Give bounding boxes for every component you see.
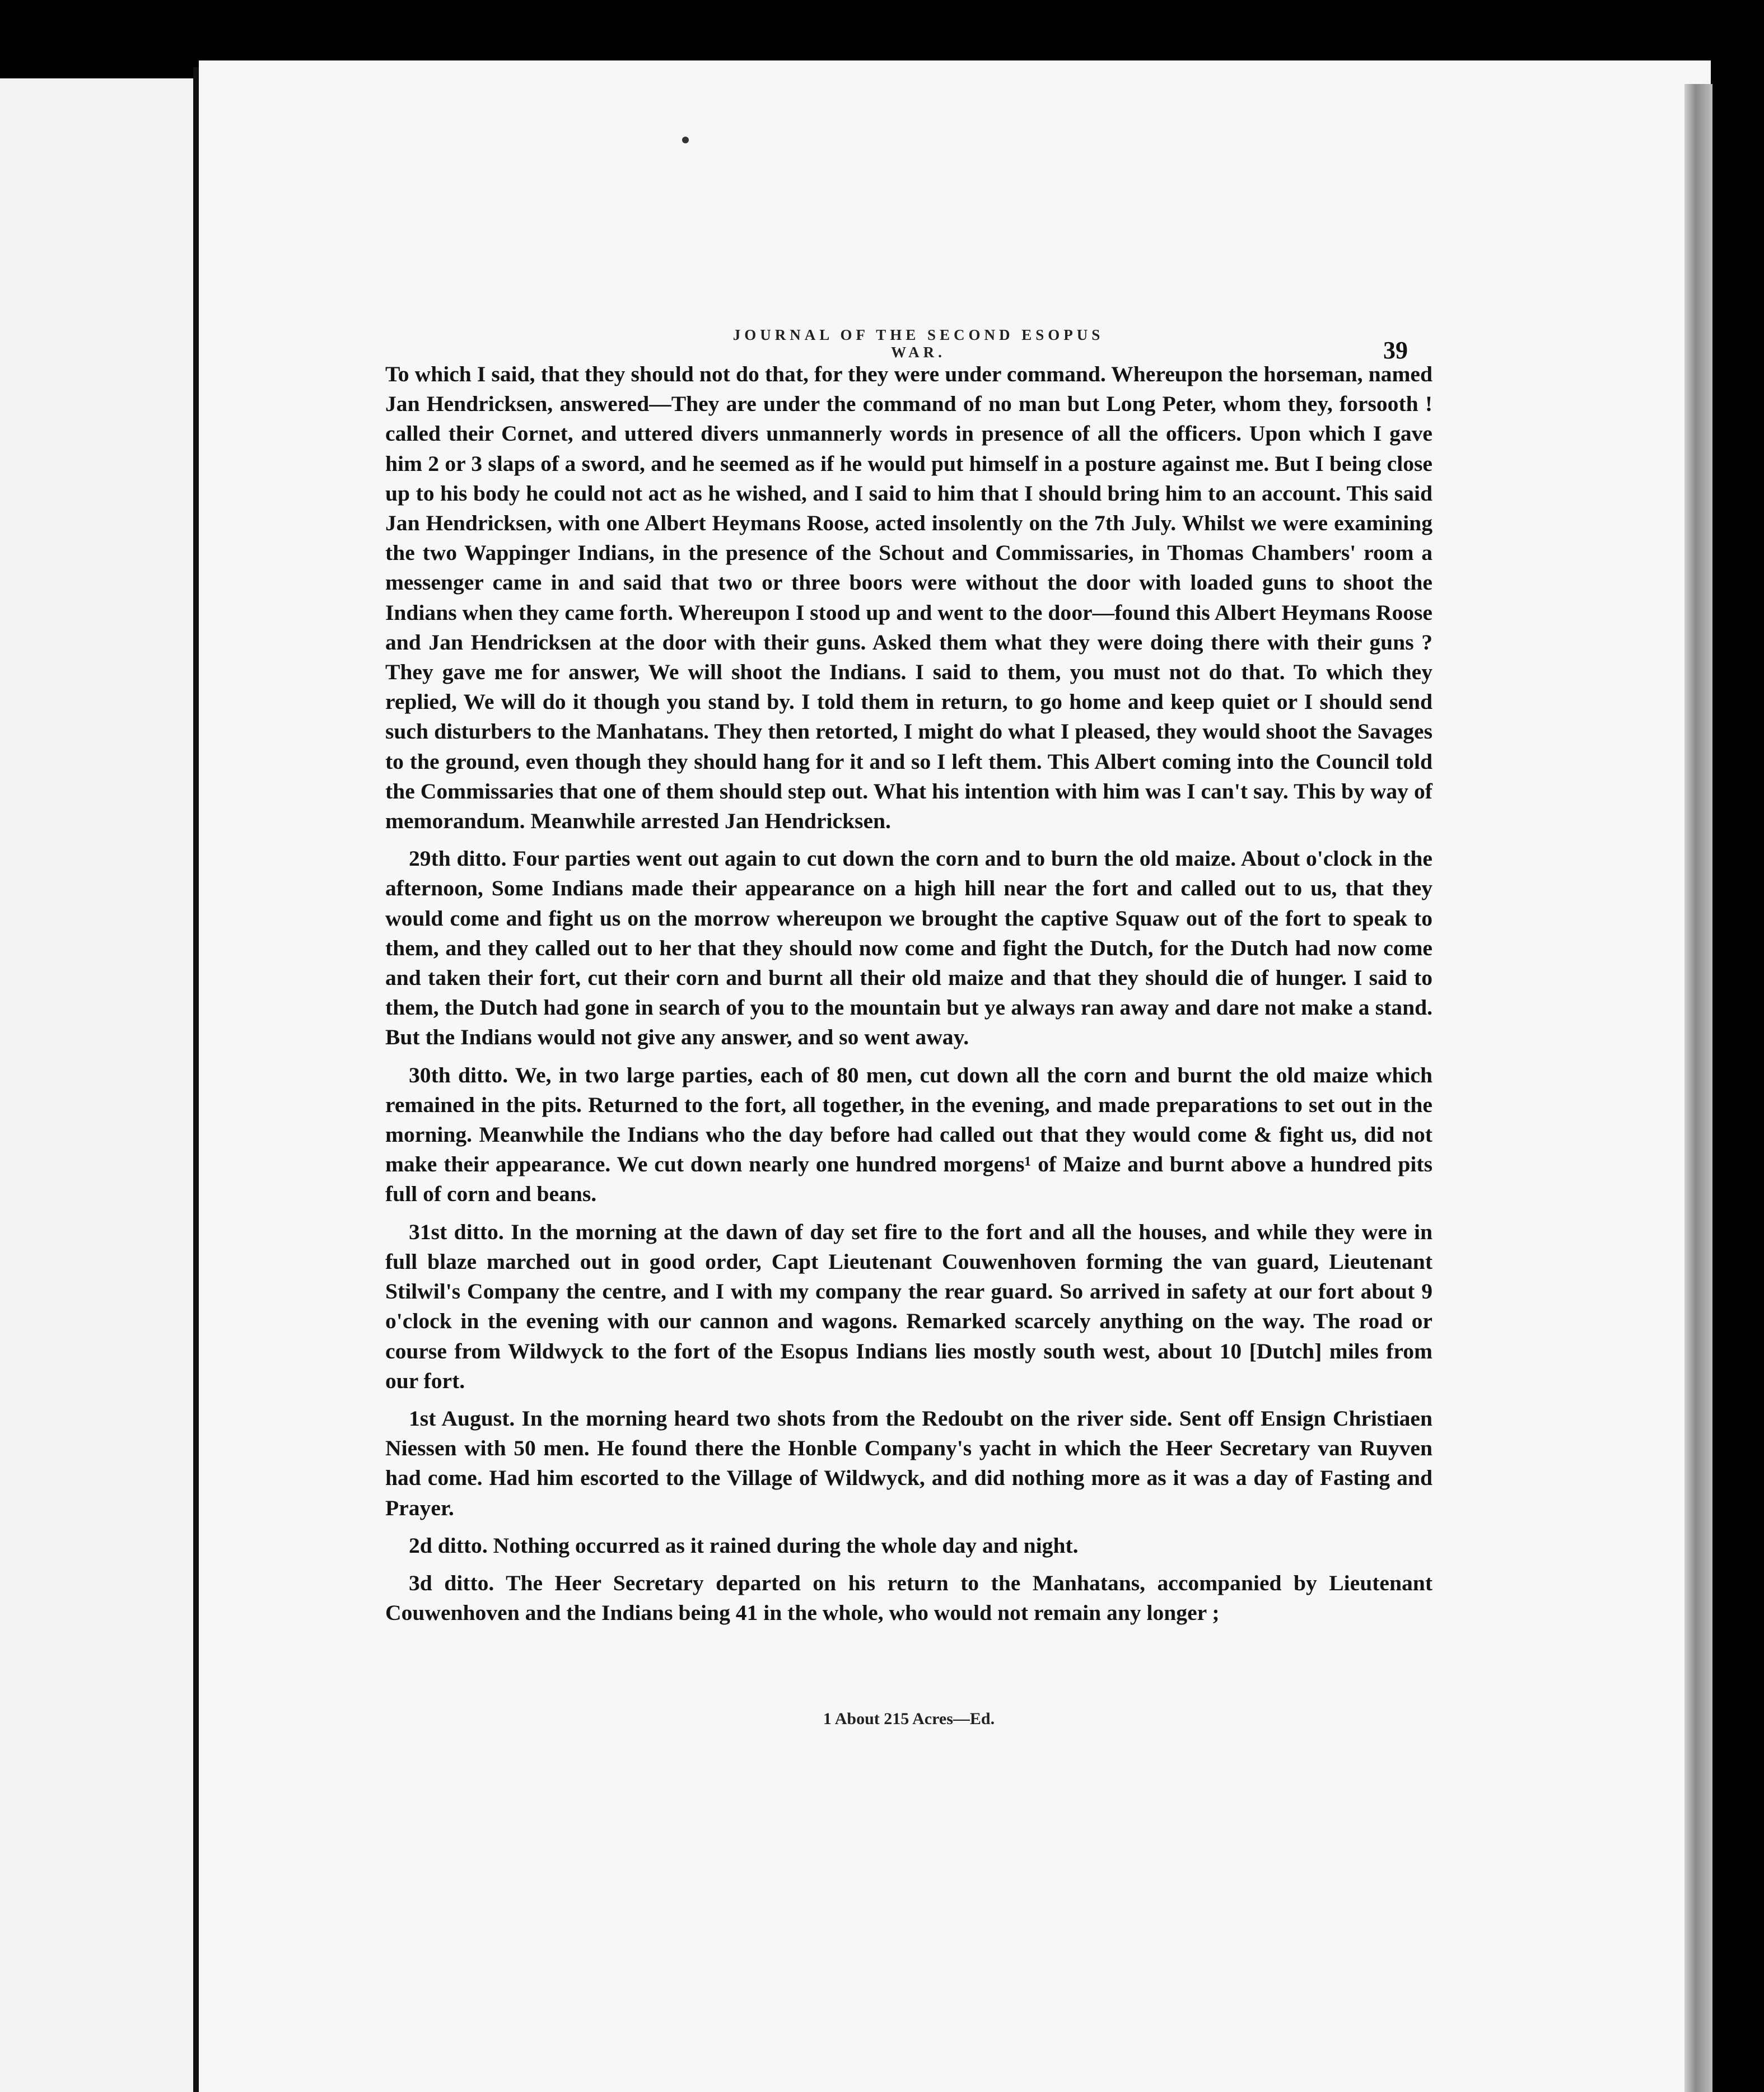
running-title: JOURNAL OF THE SECOND ESOPUS WAR. <box>732 326 1104 361</box>
paragraph: 31st ditto. In the morning at the dawn of day set fire to the fort and all the houses, and while they were in full blaze marched out in good order, Capt Lieutenant Couwenhoven forming the van guard, Lieutenant Stilwil's Company the centre, and I with my company the rear guard. So arrived in safety at our fort about 9 o'clock in the evening with our cannon and wagons. Remarked scarcely anything on the way. The road or course from Wildwyck to the fort of the Esopus Indians lies mostly south west, about 10 [Dutch] miles from our fort. <box>385 1219 1432 1393</box>
body-text <box>385 359 1432 1628</box>
page-number: 39 <box>1383 337 1408 364</box>
paragraph: To which I said, that they should not do that, for they were under command. Whereupon the horseman, named Jan Hendricksen, answered—They are under the command of no man but Long Peter, whom they, forsooth ! called their Cornet, and uttered divers unmannerly words in presence of all the officers. Upon which I gave him 2 or 3 slaps of a sword, and he seemed as if he would put himself in a posture against me. But I being close up to his body he could not act as he wished, and I said to him that I should bring him to an account. This said Jan Hendricksen, with one Albert Heymans Roose, acted insolently on the 7th July. Whilst we were examining the two Wappinger Indians, in the presence of the Schout and Commissaries, in Thomas Chambers' room a messenger came in and said that two or three boors were without the door with loaded guns to shoot the Indians when they came forth. Whereupon I stood up and went to the door—found this Albert Heymans Roose and Jan Hendricksen at the door with their guns. Asked them what they were doing there with their guns ? They gave me for answer, We will shoot the Indians. I said to them, you must not do that. To which they replied, We will do it though you stand by. I told them in return, to go home and keep quiet or I should send such disturbers to the Manhatans. They then retorted, I might do what I pleased, they would shoot the Savages to the ground, even though they should hang for it and so I left them. This Albert coming into the Council told the Commissaries that one of them should step out. What his intention with him was I can't say. This by way of memorandum. Meanwhile arrested Jan Hendricksen. <box>385 362 1432 834</box>
page-edge <box>1684 84 1712 2092</box>
paragraph: 1st August. In the morning heard two shots from the Redoubt on the river side. Sent off Ensign Christiaen Niessen with 50 men. He found there the Honble Company's yacht in which the Heer Secretary van Ruyven had come. Had him escorted to the Village of Wildwyck, and did nothing more as it was a day of Fasting and Prayer. <box>385 1405 1432 1520</box>
paragraph: 3d ditto. The Heer Secretary departed on his return to the Manhatans, accompanied by Lieutenant Couwenhoven and the Indians being 41 in the whole, who would not remain any longer ; <box>385 1570 1432 1626</box>
facing-page <box>0 78 193 2092</box>
ink-speck <box>682 137 689 143</box>
paragraph: 30th ditto. We, in two large parties, each of 80 men, cut down all the corn and burnt the old maize which remained in the pits. Returned to the fort, all together, in the evening, and made preparations to set out in the morning. Meanwhile the Indians who the day before had called out that they would come & fight us, did not make their appearance. We cut down nearly one hundred morgens¹ of Maize and burnt above a hundred pits full of corn and beans. <box>385 1062 1432 1207</box>
paragraph: 2d ditto. Nothing occurred as it rained during the whole day and night. <box>409 1533 1079 1558</box>
paragraph: 29th ditto. Four parties went out again to cut down the corn and to burn the old maize. About o'clock in the afternoon, Some Indians made their appearance on a high hill near the fort and called out to us, that they would come and fight us on the morrow whereupon we brought the captive Squaw out of the fort to speak to them, and they called out to her that they should now come and fight the Dutch, for the Dutch had now come and taken their fort, cut their corn and burnt all their old maize and that they should die of hunger. I said to them, the Dutch had gone in search of you to the mountain but ye always ran away and dare not make a stand. But the Indians would not give any answer, and so went away. <box>385 846 1432 1050</box>
footnote: 1 About 215 Acres—Ed. <box>823 1710 995 1728</box>
